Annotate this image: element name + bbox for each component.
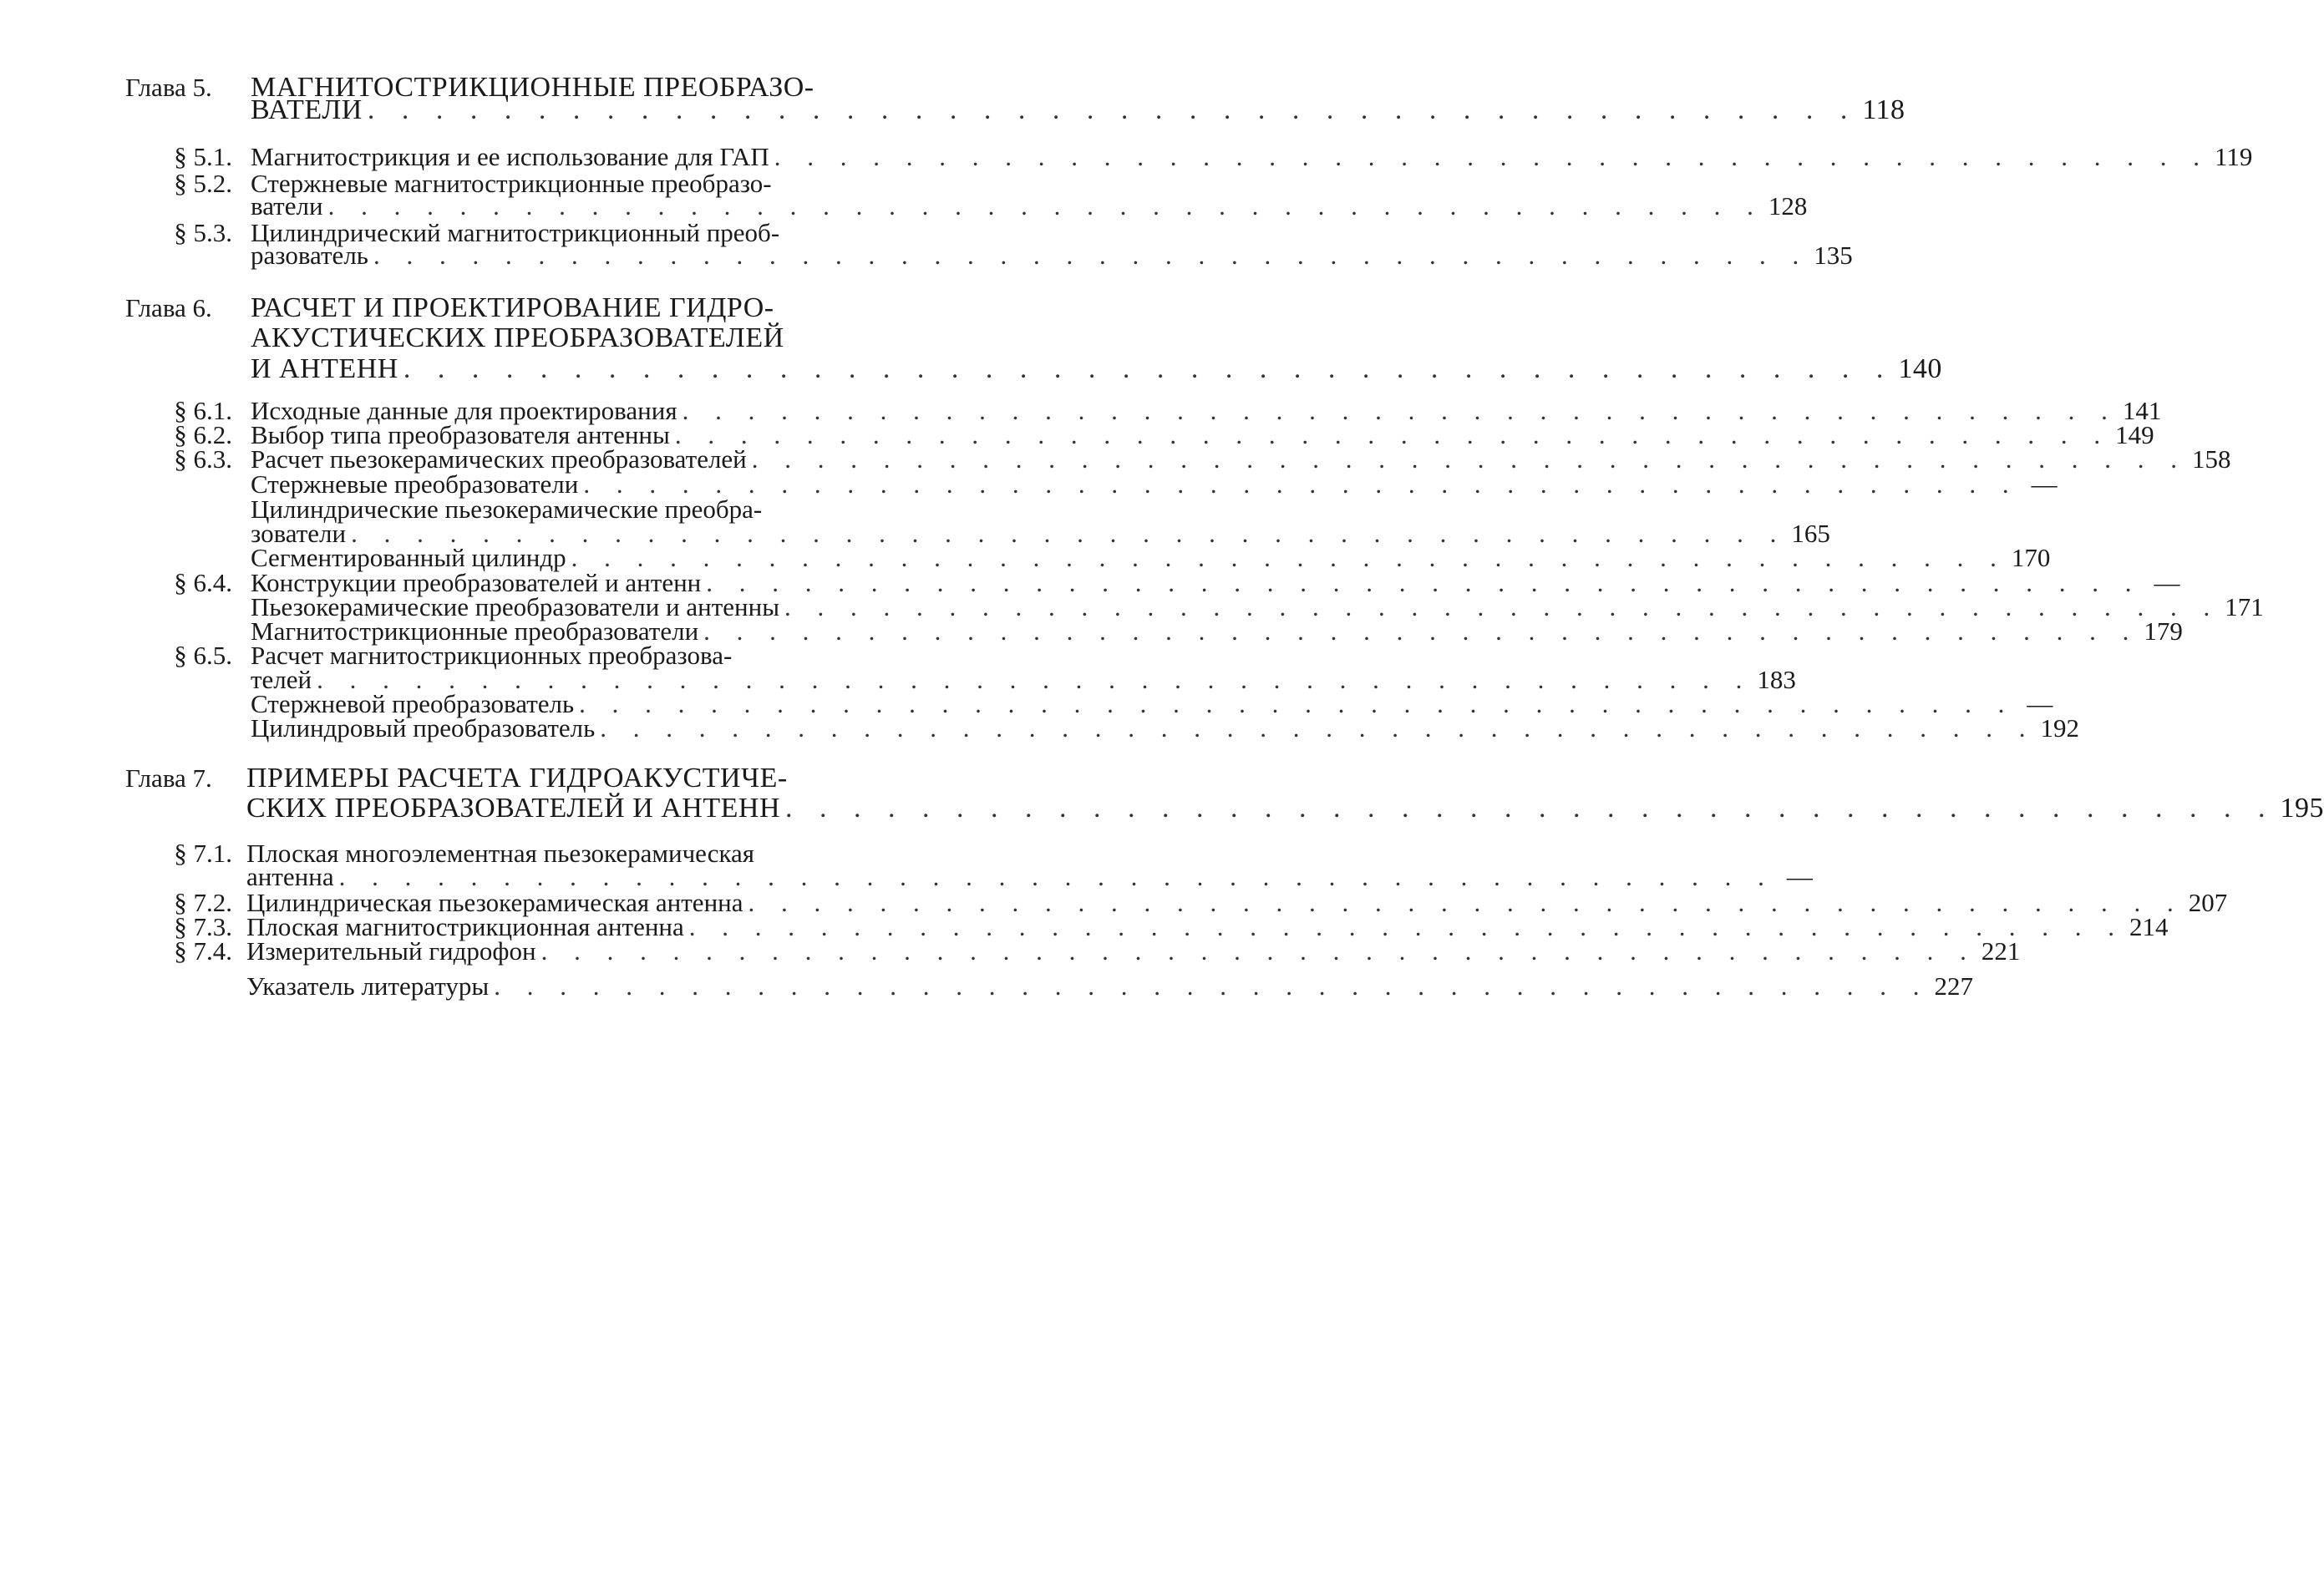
page-number: 140 — [1898, 353, 1942, 384]
chapter-title: ПРИМЕРЫ РАСЧЕТА ГИДРОАКУСТИЧЕ- — [246, 763, 788, 794]
chapter-title-line — [246, 763, 867, 794]
entry-title: Указатель литературы — [246, 971, 490, 1001]
section-number: § 5.2. — [174, 169, 232, 198]
chapter-title-line — [251, 322, 867, 354]
entry-title: Конструкции преобразователей и антенн — [251, 568, 702, 597]
toc-entry — [251, 241, 1853, 270]
entry-title: Исходные данные для проектирования — [251, 396, 677, 425]
dot-leader: . . . . . . . . . . . . . . . . . . . . . . . . . . . . . . . . . . . . . . . . . . . . — [571, 543, 2007, 572]
chapter-title: И АНТЕНН — [251, 353, 398, 384]
chapter-title: РАСЧЕТ И ПРОЕКТИРОВАНИЕ ГИДРО- — [251, 292, 774, 323]
chapter-title: АКУСТИЧЕСКИХ ПРЕОБРАЗОВАТЕЛЕЙ — [251, 322, 784, 353]
entry-title: Магнитострикция и ее использование для ГАП — [251, 142, 769, 171]
section-number: § 6.3. — [174, 444, 232, 474]
dot-leader: . . . . . . . . . . . . . . . . . . . . . . . . . . . . . . . . . . . . . . . . . . . . — [748, 888, 2184, 917]
chapter-title-line — [251, 94, 1905, 126]
page-number: 192 — [2040, 713, 2079, 743]
dot-leader: . . . . . . . . . . . . . . . . . . . . . . . . . . . . . . . . . . . . . . . . . . . . — [373, 241, 1809, 270]
entry-title: зователи — [251, 519, 347, 548]
entry-title: Стержневые преобразователи — [251, 469, 579, 499]
entry-title: Плоская магнитострикционная антенна — [246, 912, 684, 941]
dot-leader: . . . . . . . . . . . . . . . . . . . . . . . . . . . . . . . . . . . . . . . . . . . . — [583, 469, 2019, 499]
toc-entry — [251, 191, 1808, 221]
page-number: 195 — [2280, 793, 2324, 824]
entry-title: Расчет пьезокерамических преобразователей — [251, 444, 747, 474]
entry-title: Выбор типа преобразователя антенны — [251, 420, 670, 449]
page-number: — — [2031, 469, 2058, 499]
entry-title: ватели — [251, 191, 323, 221]
section-number: § 6.2. — [174, 420, 232, 449]
entry-title: Цилиндрическая пьезокерамическая антенна — [246, 888, 743, 917]
entry-title: Расчет магнитострикционных преобразова- — [251, 641, 733, 670]
page-number: 171 — [2225, 592, 2264, 621]
chapter-title-line — [251, 292, 867, 324]
entry-title: антенна — [246, 862, 334, 891]
dot-leader: . . . . . . . . . . . . . . . . . . . . . . . . . . . . . . . . . . . . . . . . . . . . — [784, 592, 2220, 621]
chapter-title-line — [251, 353, 1942, 385]
page-number: 165 — [1791, 519, 1830, 548]
dot-leader: . . . . . . . . . . . . . . . . . . . . . . . . . . . . . . . . . . . . . . . . . . . . — [703, 616, 2139, 646]
dot-leader: . . . . . . . . . . . . . . . . . . . . . . . . . . . . . . . . . . . . . . . . . . . . — [785, 793, 2276, 824]
entry-title: Плоская многоэлементная пьезокерамическая — [246, 839, 755, 868]
section-number: § 7.4. — [174, 936, 232, 966]
page-number: — — [2154, 568, 2180, 597]
toc-entry — [251, 142, 2253, 171]
chapter-title-line — [246, 793, 2324, 824]
entry-title: Измерительный гидрофон — [246, 936, 536, 966]
dot-leader: . . . . . . . . . . . . . . . . . . . . . . . . . . . . . . . . . . . . . . . . . . . . — [540, 936, 1976, 966]
chapter-label: Глава 7. — [125, 763, 212, 793]
entry-title: Цилиндрический магнитострикционный преоб- — [251, 218, 780, 247]
chapter-label: Глава 6. — [125, 293, 212, 322]
dot-leader: . . . . . . . . . . . . . . . . . . . . . . . . . . . . . . . . . . . . . . . . . . . . — [367, 94, 1858, 125]
dot-leader: . . . . . . . . . . . . . . . . . . . . . . . . . . . . . . . . . . . . . . . . . . . . — [706, 568, 2142, 597]
page-number: 227 — [1934, 971, 1973, 1001]
dot-leader: . . . . . . . . . . . . . . . . . . . . . . . . . . . . . . . . . . . . . . . . . . . . — [403, 353, 1894, 384]
section-number: § 7.1. — [174, 839, 232, 868]
section-number: § 7.2. — [174, 888, 232, 917]
page-number: 170 — [2011, 543, 2051, 572]
dot-leader: . . . . . . . . . . . . . . . . . . . . . . . . . . . . . . . . . . . . . . . . . . . . — [338, 862, 1774, 891]
page-number: 179 — [2144, 616, 2183, 646]
entry-title: разователь — [251, 241, 368, 270]
page-number: 135 — [1814, 241, 1853, 270]
entry-title: телей — [251, 665, 312, 694]
page-number: 141 — [2122, 396, 2162, 425]
page-number: 119 — [2214, 142, 2253, 171]
page-number: — — [2027, 689, 2053, 718]
dot-leader: . . . . . . . . . . . . . . . . . . . . . . . . . . . . . . . . . . . . . . . . . . . . — [579, 689, 2015, 718]
entry-title: Стержневой преобразователь — [251, 689, 575, 718]
section-number: § 7.3. — [174, 912, 232, 941]
dot-leader: . . . . . . . . . . . . . . . . . . . . . . . . . . . . . . . . . . . . . . . . . . . . — [674, 420, 2111, 449]
dot-leader: . . . . . . . . . . . . . . . . . . . . . . . . . . . . . . . . . . . . . . . . . . . . — [682, 396, 2118, 425]
chapter-title: СКИХ ПРЕОБРАЗОВАТЕЛЕЙ И АНТЕНН — [246, 793, 781, 824]
dot-leader: . . . . . . . . . . . . . . . . . . . . . . . . . . . . . . . . . . . . . . . . . . . . — [774, 142, 2210, 171]
section-number: § 5.1. — [174, 142, 232, 171]
section-number: § 6.1. — [174, 396, 232, 425]
entry-title: Магнитострикционные преобразователи — [251, 616, 699, 646]
dot-leader: . . . . . . . . . . . . . . . . . . . . . . . . . . . . . . . . . . . . . . . . . . . . — [317, 665, 1753, 694]
chapter-title: ВАТЕЛИ — [251, 94, 363, 125]
section-number: § 5.3. — [174, 218, 232, 247]
page-number: 149 — [2115, 420, 2154, 449]
section-number: § 6.4. — [174, 568, 232, 597]
entry-title: Пьезокерамические преобразователи и антенны — [251, 592, 780, 621]
page-number: 221 — [1981, 936, 2021, 966]
chapter-title: МАГНИТОСТРИКЦИОННЫЕ ПРЕОБРАЗО- — [251, 72, 814, 103]
dot-leader: . . . . . . . . . . . . . . . . . . . . . . . . . . . . . . . . . . . . . . . . . . . . — [600, 713, 2036, 743]
toc-entry — [246, 971, 1973, 1001]
toc-entry — [251, 713, 2079, 743]
page-number: 158 — [2192, 444, 2231, 474]
chapter-label: Глава 5. — [125, 73, 212, 102]
page-number: 214 — [2129, 912, 2169, 941]
entry-title: Цилиндрические пьезокерамические преобра- — [251, 494, 763, 524]
page-number: 207 — [2188, 888, 2228, 917]
dot-leader: . . . . . . . . . . . . . . . . . . . . . . . . . . . . . . . . . . . . . . . . . . . . — [494, 971, 1930, 1001]
entry-title: Сегментированный цилиндр — [251, 543, 566, 572]
entry-title: Цилиндровый преобразователь — [251, 713, 596, 743]
page-number: 128 — [1768, 191, 1808, 221]
dot-leader: . . . . . . . . . . . . . . . . . . . . . . . . . . . . . . . . . . . . . . . . . . . . — [351, 519, 1787, 548]
section-number: § 6.5. — [174, 641, 232, 670]
toc-entry — [246, 862, 1813, 891]
page-number: 118 — [1862, 94, 1905, 125]
toc-entry — [246, 936, 2021, 966]
page-number: 183 — [1757, 665, 1796, 694]
entry-title: Стержневые магнитострикционные преобразо- — [251, 169, 772, 198]
dot-leader: . . . . . . . . . . . . . . . . . . . . . . . . . . . . . . . . . . . . . . . . . . . . — [751, 444, 2188, 474]
dot-leader: . . . . . . . . . . . . . . . . . . . . . . . . . . . . . . . . . . . . . . . . . . . . — [688, 912, 2125, 941]
dot-leader: . . . . . . . . . . . . . . . . . . . . . . . . . . . . . . . . . . . . . . . . . . . . — [327, 191, 1763, 221]
page-number: — — [1786, 862, 1813, 891]
